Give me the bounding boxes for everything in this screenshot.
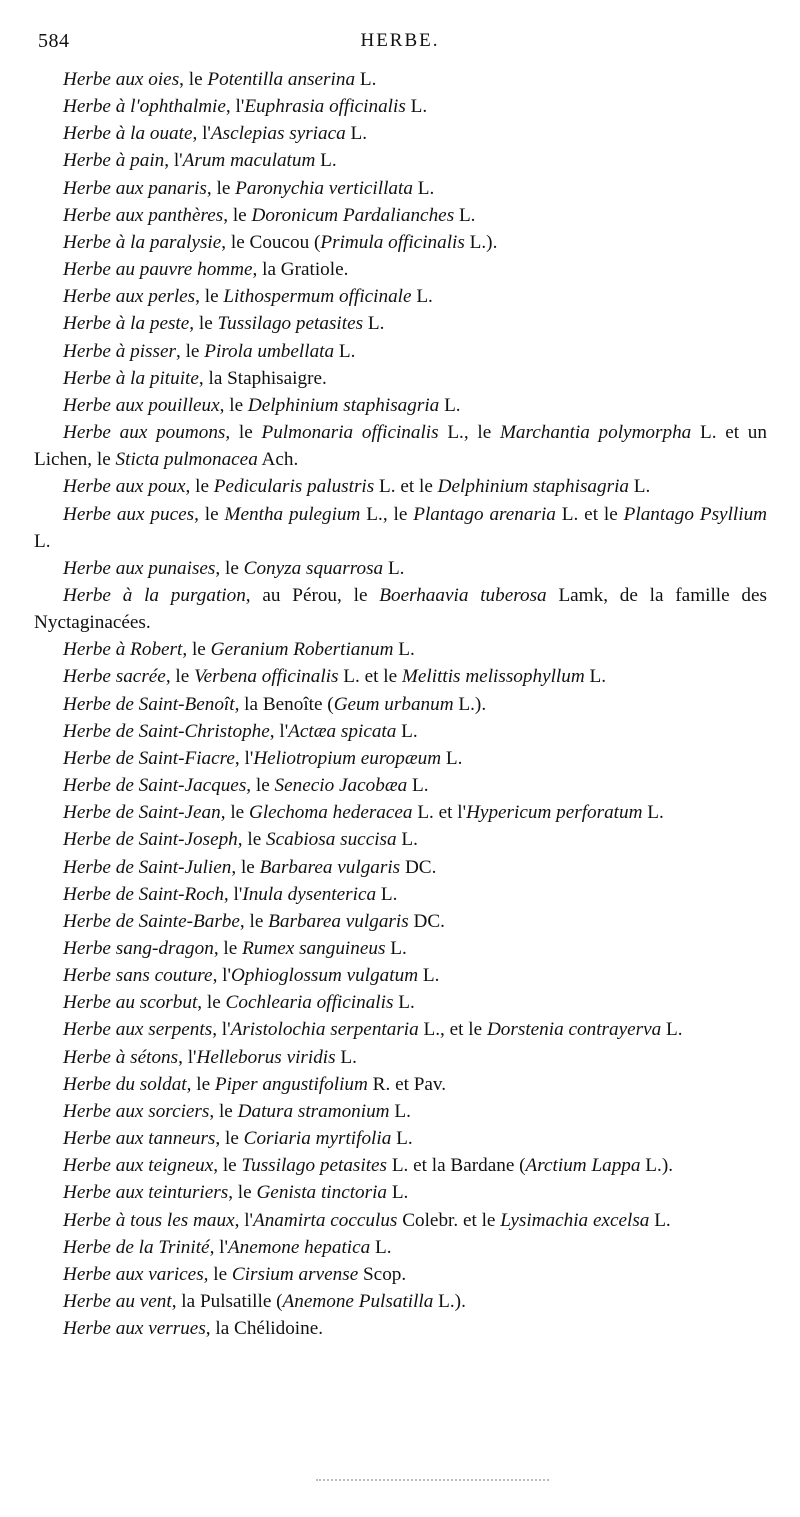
list-item	[34, 1288, 767, 1315]
plain-text: , le	[239, 910, 269, 932]
italic-text: Pirola umbellata	[204, 340, 335, 362]
plain-text: L., le	[360, 503, 414, 525]
plain-text: , le	[203, 1263, 232, 1285]
plain-text: , le	[182, 639, 211, 661]
plain-text: , l'	[225, 96, 245, 118]
italic-text: Herbe à tous les maux	[63, 1209, 235, 1231]
italic-text: Anemone Pulsatilla	[282, 1291, 434, 1313]
italic-text: Hypericum perforatum	[466, 802, 643, 824]
italic-text: Herbe à pisser	[63, 340, 176, 362]
plain-text: , la Gratiole.	[252, 259, 349, 281]
plain-text: , le	[165, 666, 195, 688]
list-item	[34, 854, 767, 881]
plain-text: , le	[185, 476, 214, 498]
italic-text: Herbe aux sorciers	[63, 1100, 210, 1122]
italic-text: Genista tinctoria	[256, 1182, 388, 1204]
plain-text: , le Coucou (	[221, 231, 321, 253]
italic-text: Datura stramonium	[237, 1100, 390, 1122]
italic-text: Herbe au scorbut	[63, 992, 198, 1014]
list-item	[34, 1098, 767, 1125]
plain-text: L.).	[433, 1291, 466, 1313]
plain-text: , la Chélidoine.	[205, 1318, 324, 1340]
italic-text: Herbe aux panaris	[63, 177, 207, 199]
plain-text: L.	[334, 340, 356, 362]
italic-text: Herbe de Saint-Jacques	[63, 775, 247, 797]
list-item	[34, 473, 767, 500]
italic-text: Anemone hepatica	[227, 1236, 371, 1258]
list-item	[34, 1315, 767, 1342]
plain-text: , le	[197, 992, 226, 1014]
list-item	[34, 772, 767, 799]
plain-text: L.	[584, 666, 607, 688]
plain-text: , le	[209, 1100, 238, 1122]
plain-text: L.	[405, 96, 428, 118]
italic-text: Herbe aux varices	[63, 1263, 204, 1285]
italic-text: Herbe au pauvre homme	[63, 259, 253, 281]
list-item	[34, 1207, 767, 1234]
plain-text: R. et Pav.	[367, 1073, 447, 1095]
plain-text: , l'	[178, 1046, 197, 1068]
plain-text: , l'	[209, 1236, 228, 1258]
italic-text: Herbe aux poux	[63, 476, 186, 498]
plain-text: L.	[355, 69, 377, 90]
plain-text: L.	[391, 1128, 413, 1150]
plain-text: L.	[661, 1019, 683, 1041]
italic-text: Plantago Psyllium	[623, 503, 768, 525]
plain-text: L. et la Bardane (	[387, 1155, 526, 1177]
plain-text: L.	[649, 1209, 671, 1231]
italic-text: Cochlearia officinalis	[225, 992, 394, 1014]
italic-text: Herbe aux poumons	[63, 422, 226, 444]
italic-text: Actæa spicata	[288, 720, 397, 742]
plain-text: L.	[335, 1046, 357, 1068]
italic-text: Anamirta cocculus	[252, 1209, 398, 1231]
list-item	[34, 989, 767, 1016]
list-item	[34, 365, 767, 392]
plain-text: L.	[376, 883, 398, 905]
italic-text: Herbe du soldat	[63, 1073, 187, 1095]
list-item	[34, 1016, 767, 1043]
italic-text: Inula dysenterica	[242, 883, 377, 905]
italic-text: Doronicum Pardalianches	[251, 204, 455, 226]
plain-text: , le	[223, 204, 252, 226]
plain-text: L.	[370, 1236, 392, 1258]
plain-text: , le	[213, 1155, 242, 1177]
italic-text: Herbe à Robert	[63, 639, 183, 661]
plain-text: , le	[225, 422, 262, 444]
plain-text: , au Pérou, le	[245, 584, 380, 606]
italic-text: Geum urbanum	[333, 693, 454, 715]
plain-text: L.	[407, 775, 429, 797]
plain-text: , le	[213, 938, 243, 959]
italic-text: Herbe à la peste	[63, 313, 190, 335]
plain-text: , l'	[223, 883, 243, 905]
plain-text: , le	[246, 775, 275, 797]
italic-text: Herbe aux puces	[63, 503, 195, 525]
plain-text: , le	[175, 340, 205, 362]
plain-text: , l'	[164, 150, 183, 172]
list-item	[34, 1125, 767, 1152]
italic-text: Herbe sacrée	[63, 666, 166, 688]
italic-text: Herbe de Saint-Fiacre	[63, 747, 235, 769]
plain-text: , l'	[234, 747, 254, 769]
italic-text: Herbe de Saint-Roch	[63, 883, 224, 905]
plain-text: L.	[345, 123, 368, 145]
italic-text: Tussilago petasites	[241, 1155, 388, 1177]
italic-text: Senecio Jacobæa	[274, 775, 408, 797]
plain-text: L. et le	[338, 666, 402, 688]
plain-text: L. et l'	[412, 802, 467, 824]
italic-text: Herbe aux panthères	[63, 204, 224, 226]
plain-text: , le	[231, 856, 260, 878]
plain-text: DC.	[408, 910, 445, 932]
italic-text: Barbarea vulgaris	[259, 856, 401, 878]
plain-text: L.	[629, 476, 651, 498]
list-item	[34, 582, 767, 636]
italic-text: Delphinium staphisagria	[247, 394, 440, 416]
italic-text: Coriaria myrtifolia	[243, 1128, 392, 1150]
list-item	[34, 555, 767, 582]
plain-text: L., le	[438, 422, 500, 444]
italic-text: Piper angustifolium	[214, 1073, 368, 1095]
plain-text: L., et le	[418, 1019, 487, 1041]
plain-text: , la Pulsatille (	[171, 1291, 283, 1313]
italic-text: Herbe à sétons	[63, 1046, 179, 1068]
italic-text: Herbe à l'ophthalmie	[63, 96, 226, 118]
plain-text: , l'	[212, 1019, 231, 1041]
list-item	[34, 881, 767, 908]
plain-text: L.	[363, 313, 385, 335]
italic-text: Helleborus viridis	[196, 1046, 336, 1068]
plain-text: , le	[215, 1128, 244, 1150]
plain-text: , la Staphisaigre.	[198, 367, 327, 389]
italic-text: Asclepias syriaca	[210, 123, 346, 145]
italic-text: Verbena officinalis	[194, 666, 339, 688]
italic-text: Potentilla anserina	[207, 69, 356, 90]
plain-text: , le	[179, 69, 208, 90]
list-item	[34, 202, 767, 229]
plain-text: DC.	[400, 856, 437, 878]
italic-text: Lysimachia excelsa	[500, 1209, 650, 1231]
running-title: HERBE.	[360, 30, 440, 51]
entry-list	[34, 66, 767, 1342]
plain-text: L. et le	[555, 503, 624, 525]
italic-text: Euphrasia officinalis	[244, 96, 406, 118]
plain-text: L.	[418, 965, 440, 987]
list-item	[34, 256, 767, 283]
italic-text: Arctium Lappa	[525, 1155, 641, 1177]
italic-text: Aristolochia serpentaria	[230, 1019, 419, 1041]
plain-text: , le	[195, 286, 224, 308]
plain-text: , le	[186, 1073, 215, 1095]
page-number: 584	[38, 30, 70, 52]
italic-text: Pulmonaria officinalis	[261, 422, 439, 444]
plain-text: , le	[228, 1182, 257, 1204]
plain-text: L.	[393, 992, 415, 1014]
plain-text: L.	[385, 938, 407, 959]
list-item	[34, 175, 767, 202]
italic-text: Dorstenia contrayerva	[486, 1019, 662, 1041]
plain-text: , la Benoîte (	[234, 693, 334, 715]
italic-text: Cirsium arvense	[231, 1263, 359, 1285]
plain-text: L.).	[640, 1155, 674, 1177]
plain-text: , le	[220, 802, 249, 824]
list-item	[34, 935, 767, 962]
plain-text: L.	[393, 639, 415, 661]
plain-text: L.	[412, 177, 435, 199]
italic-text: Plantago arenaria	[413, 503, 556, 525]
plain-text: L.	[396, 720, 418, 742]
italic-text: Herbe aux oies	[63, 69, 180, 90]
plain-text: , le	[219, 394, 248, 416]
list-item	[34, 1044, 767, 1071]
italic-text: Herbe à la ouate	[63, 123, 193, 145]
footer-rule	[316, 1479, 549, 1481]
italic-text: Herbe aux teinturiers	[63, 1182, 229, 1204]
list-item	[34, 745, 767, 772]
plain-text: , le	[189, 313, 218, 335]
italic-text: Herbe à la pituite	[63, 367, 199, 389]
plain-text: Lamk, de la famille des Nyctaginacées.	[34, 584, 767, 634]
plain-text: Colebr. et le	[397, 1209, 501, 1231]
plain-text: L.	[439, 394, 461, 416]
plain-text: L.	[34, 530, 51, 552]
plain-text: Scop.	[358, 1263, 407, 1285]
italic-text: Herbe sans couture	[63, 965, 213, 987]
plain-text: , le	[215, 557, 244, 579]
italic-text: Barbarea vulgaris	[268, 910, 409, 932]
list-item	[34, 1152, 767, 1179]
plain-text: , l'	[234, 1209, 253, 1231]
list-item	[34, 283, 767, 310]
plain-text: L.	[411, 286, 433, 308]
list-item	[34, 229, 767, 256]
italic-text: Mentha pulegium	[224, 503, 361, 525]
italic-text: Herbe de Saint-Christophe	[63, 720, 270, 742]
plain-text: L.	[441, 747, 463, 769]
list-item	[34, 1234, 767, 1261]
italic-text: Herbe aux teigneux	[63, 1155, 214, 1177]
list-item	[34, 718, 767, 745]
list-item	[34, 691, 767, 718]
italic-text: Herbe aux pouilleux	[63, 394, 220, 416]
list-item	[34, 66, 767, 93]
italic-text: Herbe aux punaises	[63, 557, 216, 579]
italic-text: Boerhaavia tuberosa	[379, 584, 547, 606]
italic-text: Herbe de Saint-Benoît	[63, 693, 235, 715]
list-item	[34, 663, 767, 690]
italic-text: Herbe de la Trinité	[63, 1236, 210, 1258]
italic-text: Herbe aux verrues	[63, 1318, 206, 1340]
plain-text: , l'	[212, 965, 231, 987]
plain-text: , l'	[269, 720, 289, 742]
list-item	[34, 962, 767, 989]
list-item	[34, 93, 767, 120]
list-item	[34, 799, 767, 826]
italic-text: Herbe de Sainte-Barbe	[63, 910, 240, 932]
plain-text: L. et le	[374, 476, 438, 498]
italic-text: Arum maculatum	[182, 150, 316, 172]
plain-text: L.	[315, 150, 337, 172]
italic-text: Tussilago petasites	[217, 313, 364, 335]
italic-text: Ophioglossum vulgatum	[230, 965, 419, 987]
plain-text: Ach.	[257, 449, 299, 471]
italic-text: Primula officinalis	[320, 231, 465, 253]
list-item	[34, 636, 767, 663]
plain-text: L.).	[464, 231, 498, 253]
italic-text: Conyza squarrosa	[243, 557, 384, 579]
italic-text: Melittis melissophyllum	[401, 666, 585, 688]
list-item	[34, 338, 767, 365]
italic-text: Marchantia polymorpha	[499, 422, 692, 444]
italic-text: Herbe de Saint-Joseph	[63, 829, 238, 851]
plain-text: L.).	[453, 693, 487, 715]
list-item	[34, 826, 767, 853]
list-item	[34, 1261, 767, 1288]
plain-text: L.	[387, 1182, 409, 1204]
list-item	[34, 908, 767, 935]
italic-text: Herbe de Saint-Julien	[63, 856, 232, 878]
italic-text: Herbe de Saint-Jean	[63, 802, 221, 824]
list-item	[34, 310, 767, 337]
list-item	[34, 1071, 767, 1098]
italic-text: Herbe à la paralysie	[63, 231, 222, 253]
italic-text: Herbe aux perles	[63, 286, 196, 308]
italic-text: Rumex sanguineus	[242, 938, 386, 959]
italic-text: Scabiosa succisa	[266, 829, 397, 851]
plain-text: , le	[237, 829, 267, 851]
list-item	[34, 501, 767, 555]
italic-text: Paronychia verticillata	[235, 177, 413, 199]
list-item	[34, 147, 767, 174]
italic-text: Glechoma hederacea	[248, 802, 413, 824]
italic-text: Delphinium staphisagria	[437, 476, 629, 498]
list-item	[34, 392, 767, 419]
plain-text: L.	[454, 204, 476, 226]
plain-text: L.	[396, 829, 418, 851]
italic-text: Herbe au vent	[63, 1291, 172, 1313]
plain-text: L.	[389, 1100, 411, 1122]
plain-text: , le	[206, 177, 236, 199]
plain-text: L.	[642, 802, 664, 824]
plain-text: L. et un Lichen, le	[34, 422, 767, 471]
plain-text: , le	[194, 503, 225, 525]
italic-text: Herbe à pain	[63, 150, 165, 172]
italic-text: Geranium Robertianum	[210, 639, 394, 661]
italic-text: Lithospermum officinale	[223, 286, 412, 308]
italic-text: Sticta pulmonacea	[115, 449, 258, 471]
list-item	[34, 419, 767, 473]
list-item	[34, 1179, 767, 1206]
italic-text: Herbe à la purgation	[63, 584, 246, 606]
list-item	[34, 120, 767, 147]
plain-text: L.	[383, 557, 405, 579]
italic-text: Herbe aux tanneurs	[63, 1128, 216, 1150]
italic-text: Pedicularis palustris	[213, 476, 375, 498]
plain-text: , l'	[192, 123, 211, 145]
italic-text: Herbe aux serpents	[63, 1019, 213, 1041]
italic-text: Heliotropium europæum	[253, 747, 442, 769]
italic-text: Herbe sang-dragon	[63, 938, 214, 959]
